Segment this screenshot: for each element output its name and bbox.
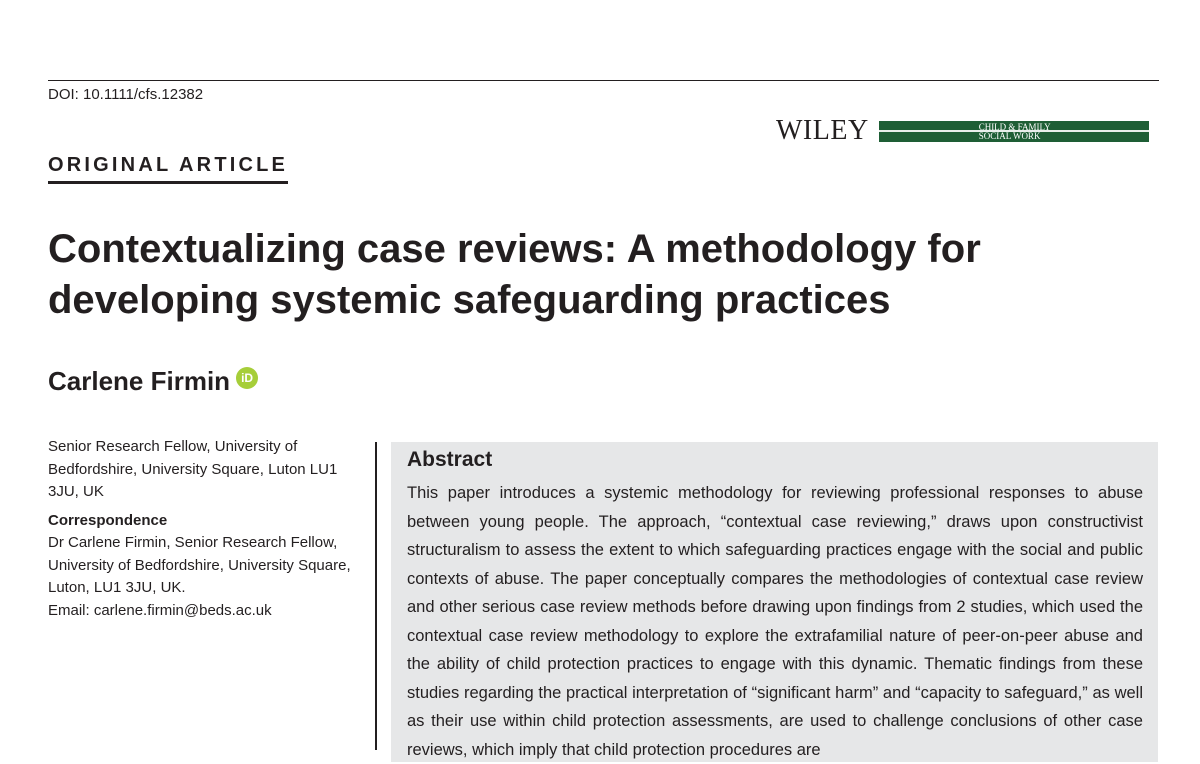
journal-name xyxy=(979,123,1051,141)
article-type-label: ORIGINAL ARTICLE xyxy=(48,154,288,184)
doi[interactable]: DOI: 10.1111/cfs.12382 xyxy=(48,86,204,103)
journal-logo xyxy=(879,121,1149,142)
column-divider xyxy=(375,442,377,750)
publisher-brand xyxy=(776,117,1149,145)
orcid-icon[interactable]: iD xyxy=(236,367,258,389)
author-name: Carlene Firmin xyxy=(48,366,231,396)
article-title: Contextualizing case reviews: A methodology for developing systemic safeguarding practices xyxy=(48,227,981,322)
correspondence-email[interactable]: Email: carlene.firmin@beds.ac.uk xyxy=(48,601,272,619)
header-rule xyxy=(48,80,1159,81)
journal-name-line1: CHILD & FAMILY xyxy=(978,121,1051,132)
affiliation-text: Senior Research Fellow, University of Bedfordshire, University Square, Luton LU1 3JU, UK xyxy=(48,438,338,500)
wiley-logo: WILEY xyxy=(776,115,869,146)
journal-name-line2: SOCIAL WORK xyxy=(978,130,1041,141)
correspondence-text: Dr Carlene Firmin, Senior Research Fellow, University of Bedfordshire, University Square, Luton, LU1 3JU, UK. xyxy=(48,534,351,596)
correspondence-heading: Correspondence xyxy=(48,511,168,529)
abstract-body: This paper introduces a systemic methodology for reviewing professional responses to abuse between young people. The approach, “contextual case reviewing,” draws upon constructivist structuralism to assess the extent to which safeguarding practices engage with the social and public contexts of abuse. The paper conceptually compares the methodologies of contextual case review and other serious case review methods before drawing upon findings from 2 studies, which used the contextual case review methodology to explore the extrafamilial nature of peer-on-peer abuse and the ability of child protection practices to engage with this dynamic. Thematic findings from these studies regarding the practical interpretation of “significant harm” and “capacity to safeguard,” as well as their use within child protection assessments, are used to challenge conclusions of other case reviews, which imply that child protection procedures are xyxy=(407,484,1143,759)
affiliation-column xyxy=(48,436,363,622)
abstract-heading: Abstract xyxy=(407,448,493,471)
author-line xyxy=(48,366,258,397)
abstract-panel xyxy=(391,442,1158,762)
